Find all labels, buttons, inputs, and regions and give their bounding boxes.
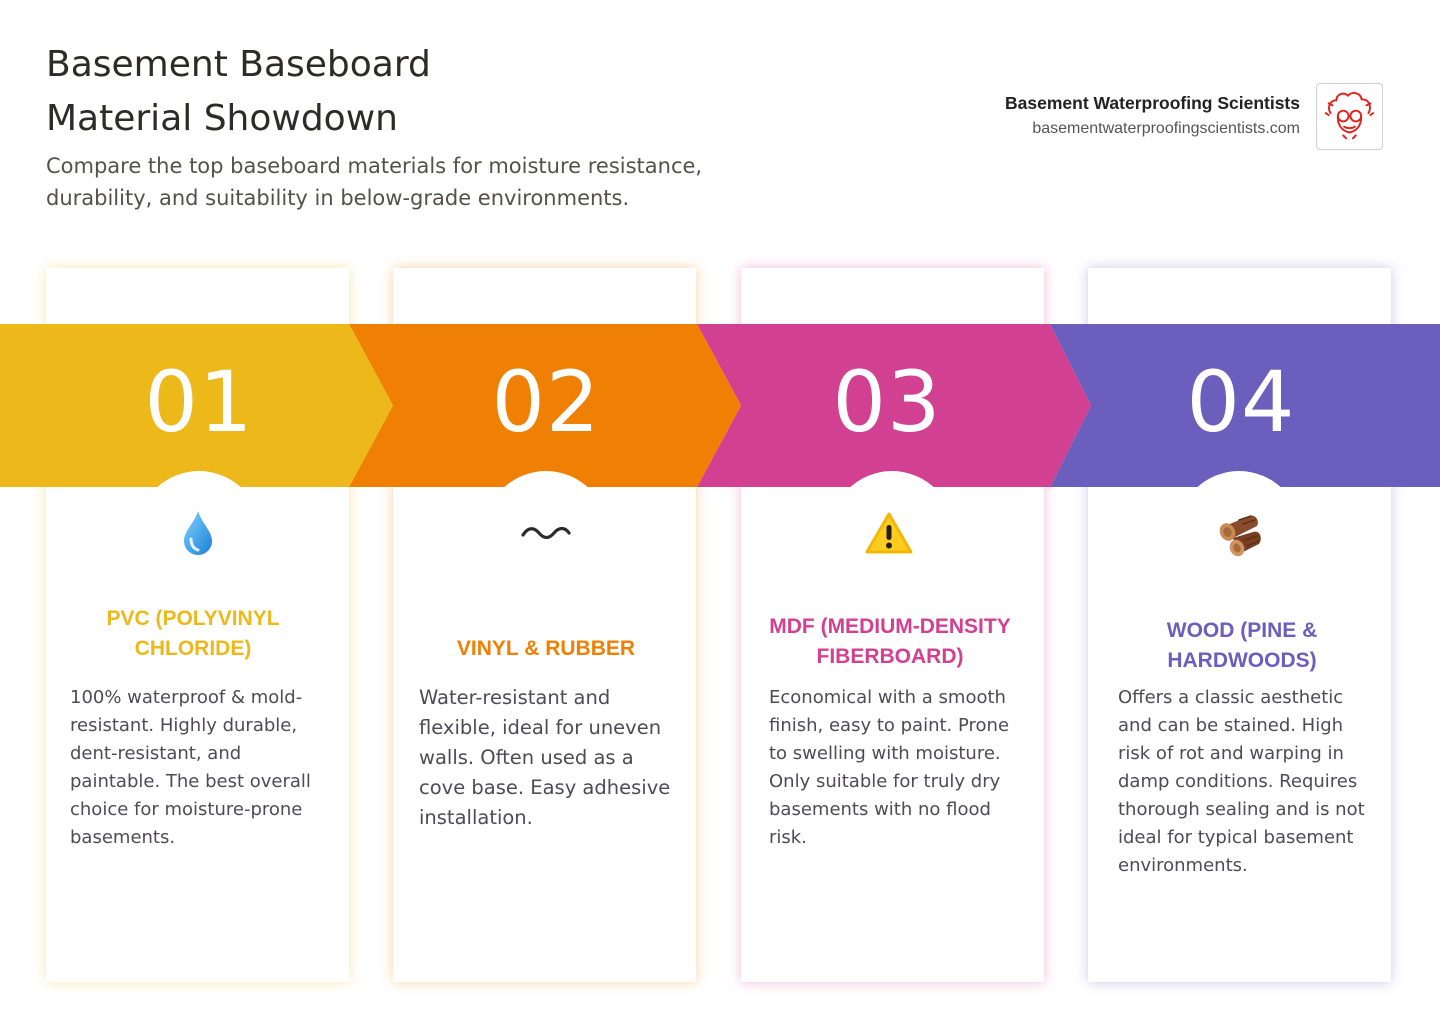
icon-circle-3 — [830, 471, 954, 487]
water-drop-icon — [168, 508, 228, 558]
material-title-wood: WOOD (PINE & HARDWOODS) — [1166, 619, 1318, 672]
step-number-4: 04 — [1186, 353, 1296, 451]
icon-circle-4 — [1177, 471, 1301, 487]
icon-circle-2 — [484, 471, 608, 487]
material-description-mdf: Economical with a smooth finish, easy to paint. Prone to swelling with moisture. Only suitable for truly dry basements with no flood risk. — [769, 687, 1010, 848]
page-subtitle: Compare the top baseboard materials for moisture resistance, durability, and suitability in below-grade environments. — [46, 154, 703, 210]
material-title-pvc: PVC (POLYVINYL CHLORIDE) — [106, 607, 280, 660]
wavy-line-icon — [516, 508, 576, 558]
wood-log-icon — [1210, 508, 1270, 558]
material-description-vinyl-rubber: Water-resistant and flexible, ideal for uneven walls. Often used as a cove base. Easy adhesive installation. — [419, 686, 671, 829]
icon-circle-1 — [137, 471, 261, 487]
material-title-mdf: MDF (MEDIUM-DENSITY FIBERBOARD) — [769, 615, 1011, 668]
material-title-vinyl-rubber: VINYL & RUBBER — [456, 637, 636, 660]
brand-url[interactable]: basementwaterproofingscientists.com — [1032, 120, 1300, 137]
step-number-2: 02 — [491, 353, 601, 451]
scientist-logo-icon — [1316, 83, 1383, 150]
step-number-1: 01 — [144, 353, 254, 451]
warning-icon — [859, 508, 919, 558]
brand-name: Basement Waterproofing Scientists — [1005, 93, 1300, 113]
step-number-3: 03 — [832, 353, 942, 451]
material-description-pvc: 100% waterproof & mold-resistant. Highly durable, dent-resistant, and paintable. The best overall choice for moisture-prone basements. — [70, 687, 311, 848]
material-description-wood: Offers a classic aesthetic and can be stained. High risk of rot and warping in damp conditions. Requires thorough sealing and is not ideal for typical basement environments. — [1118, 687, 1365, 876]
page-title: Basement Baseboard Material Showdown — [46, 44, 431, 139]
brand-block — [1005, 91, 1300, 143]
